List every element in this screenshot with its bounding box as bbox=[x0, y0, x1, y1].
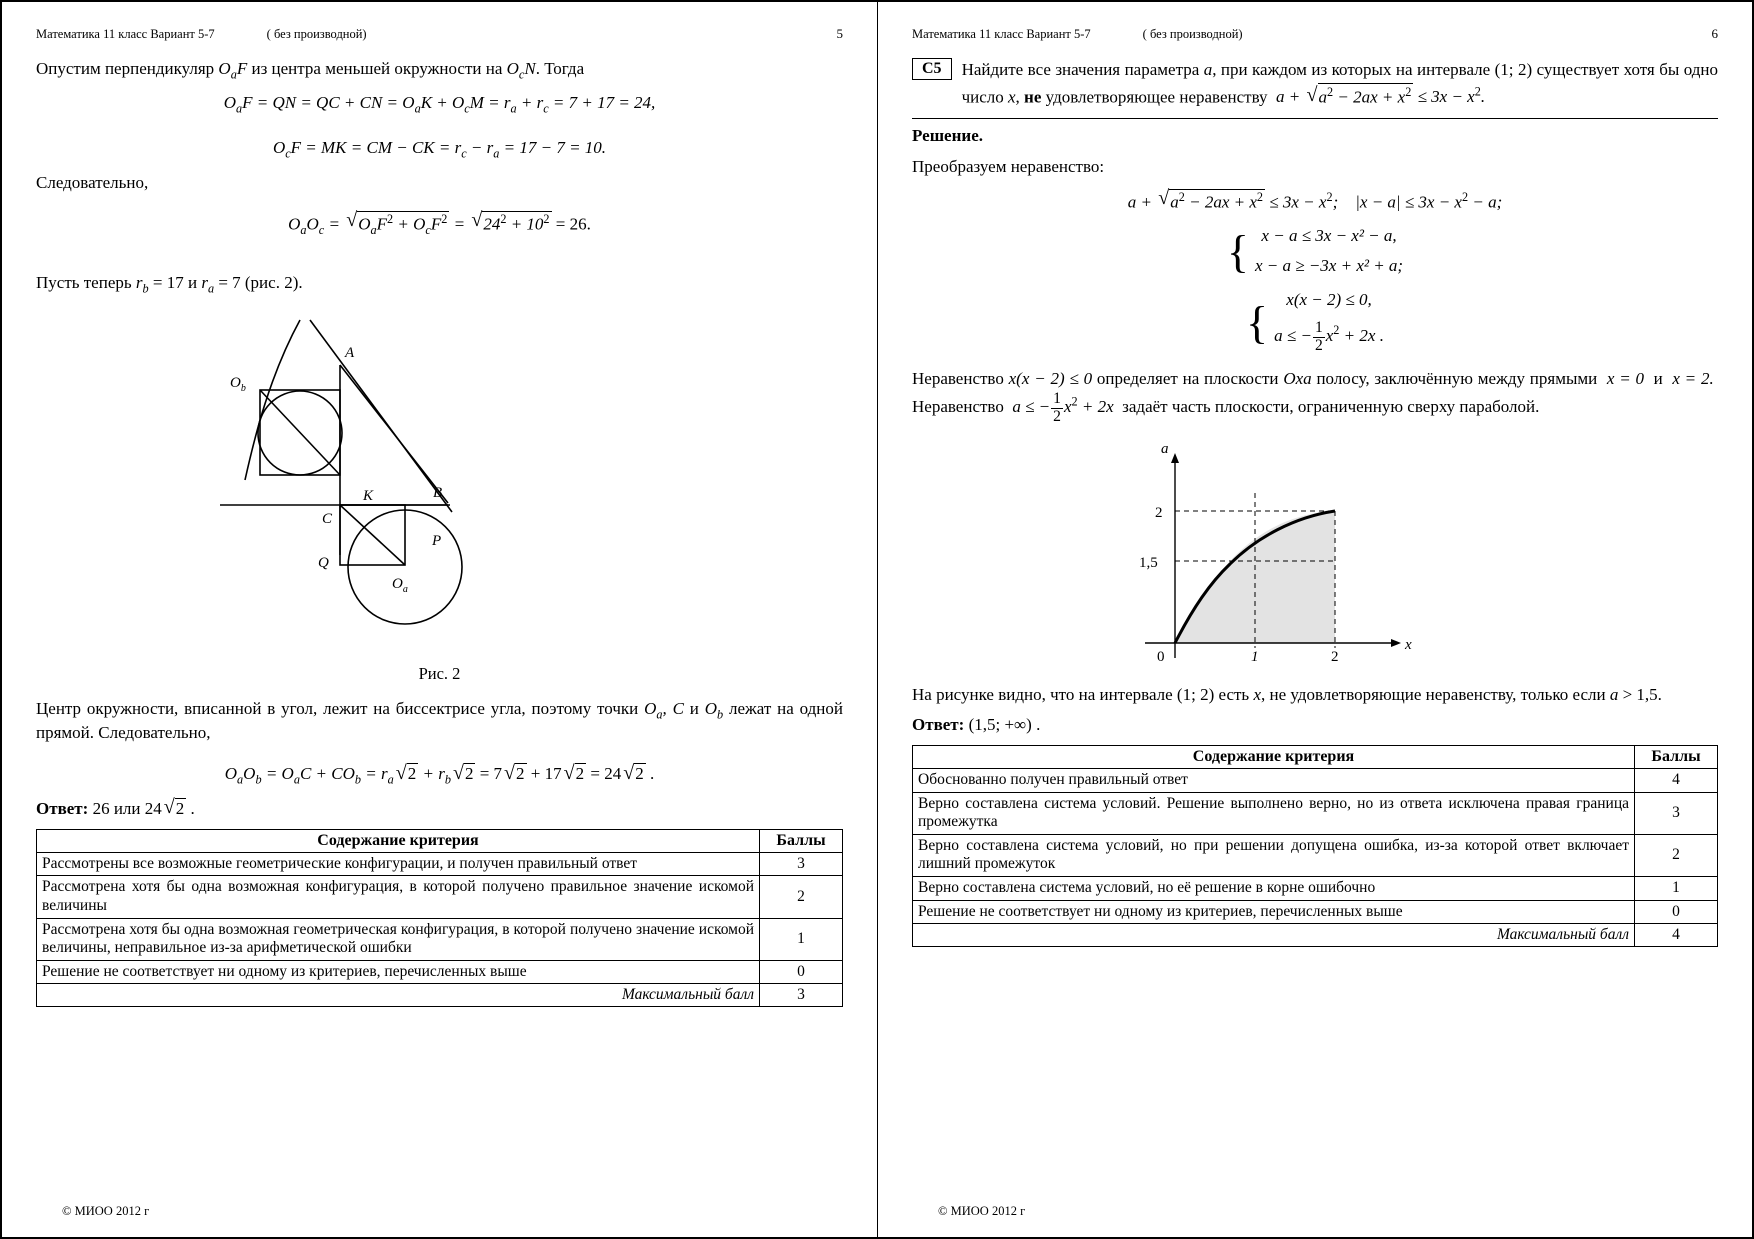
header-score: Баллы bbox=[760, 829, 843, 852]
figure-2-drawing bbox=[200, 305, 680, 655]
page-number-left: 5 bbox=[836, 26, 843, 41]
table-row bbox=[37, 918, 843, 960]
table-row-max bbox=[913, 924, 1718, 947]
criterion-text: Рассмотрены все возможные геометрические конфигурации, и получен правильный ответ bbox=[37, 852, 760, 876]
system-2-row-1: x(x − 2) ≤ 0, bbox=[1286, 290, 1372, 310]
criterion-score: 4 bbox=[1635, 769, 1718, 793]
criterion-text: Рассмотрена хотя бы одна возможная конфигурация, в которой получено правильное значение искомой величины bbox=[37, 876, 760, 918]
criteria-table-right bbox=[912, 745, 1718, 947]
running-head-title: Математика 11 класс Вариант 5-7 bbox=[912, 27, 1091, 41]
axis-label-x: x bbox=[1405, 637, 1412, 654]
table-row bbox=[913, 834, 1718, 876]
solution-label bbox=[912, 125, 1718, 148]
task-statement: Найдите все значения параметра a, при каждом из которых на интервале (1; 2) существует хотя бы одно число x, не удовлетворяющее неравенству a + √ $a^2 - 2ax + x^2 \le 3x - x^2$. bbox=[962, 58, 1718, 110]
left-equation-3: $O_aO_c$ = √ $O_aF^2 + O_cF^2$ = √ $24^2 + 10^2 = 26$. bbox=[36, 211, 843, 238]
table-header-row bbox=[37, 829, 843, 852]
page-number-right: 6 bbox=[1711, 26, 1718, 41]
left-equation-4: $O_aO_b = O_aC + CO_b = r_a$ √ $2 + r_b$ √ 2 = 7 √ 2 + 17 √ 2 = 24 √ 2 . bbox=[36, 763, 843, 787]
table-row bbox=[37, 960, 843, 984]
brace-icon: { bbox=[1226, 225, 1249, 277]
system-1-wrap bbox=[912, 226, 1718, 276]
criterion-text: Верно составлена система условий, но при решении допущена ошибка, из-за которой ответ включает лишний промежуток bbox=[913, 834, 1635, 876]
figure-label-Ob: $O_b$ bbox=[229, 374, 246, 394]
table-row-max bbox=[37, 984, 843, 1007]
left-equation-1: $O_aF$ = QN = QC + CN = $O_aK + O_cM = r_a + r_c = 7 + 17 = 24$, bbox=[223, 92, 656, 116]
criterion-text: Обоснованно получен правильный ответ bbox=[913, 769, 1635, 793]
criterion-text: Решение не соответствует ни одному из критериев, перечисленных выше bbox=[913, 900, 1635, 924]
criterion-score: 2 bbox=[1635, 834, 1718, 876]
running-head-title: Математика 11 класс Вариант 5-7 bbox=[36, 27, 215, 41]
right-answer bbox=[912, 715, 1718, 735]
table-row bbox=[37, 852, 843, 876]
x-tick-1: 1 bbox=[1251, 649, 1259, 666]
table-row bbox=[913, 769, 1718, 793]
right-paragraph-2: Неравенство x(x − 2) ≤ 0 определяет на плоскости Oxa полосу, заключённую между прямыми x = 0 и x = 2. Неравенство a ≤ − $\frac{1}{2}$ $x^2 + 2x$ задаёт часть плоскости, ограниченную сверху параболой. bbox=[912, 369, 1718, 425]
y-tick-2: 2 bbox=[1155, 505, 1163, 522]
criterion-score: 3 bbox=[1635, 792, 1718, 834]
running-head-note: ( без производной) bbox=[266, 27, 367, 41]
left-answer-value: 26 или 24 √ 2 . bbox=[93, 799, 195, 818]
figure-label-Q: Q bbox=[317, 554, 329, 571]
running-head-left bbox=[36, 26, 843, 42]
right-paragraph-3: На рисунке видно, что на интервале (1; 2) есть x, не удовлетворяющие неравенству, только если a > 1,5. bbox=[912, 685, 1662, 705]
criterion-text: Верно составлена система условий. Решение выполнено верно, но из ответа исключена правая граница промежутка bbox=[913, 792, 1635, 834]
criterion-score: 1 bbox=[760, 918, 843, 960]
footer-left: © МИОО 2012 г bbox=[62, 1204, 150, 1218]
left-paragraph-1: Опустим перпендикуляр $O_aF$ из центра меньшей окружности на $O_cN$. Тогда bbox=[36, 59, 585, 82]
max-score-value: 4 bbox=[1635, 924, 1718, 947]
system-2-wrap bbox=[912, 290, 1718, 354]
left-paragraph-4: Центр окружности, вписанной в угол, лежит на биссектрисе угла, поэтому точки $O_a$, C и $O_b$ лежат на одной прямой. Следовательно, bbox=[36, 698, 843, 743]
left-page bbox=[2, 2, 878, 1237]
figure-label-B: B bbox=[432, 484, 442, 501]
table-header-row bbox=[913, 746, 1718, 769]
table-row bbox=[913, 900, 1718, 924]
header-criterion: Содержание критерия bbox=[37, 829, 760, 852]
figure-label-Oa: $O_a$ bbox=[391, 575, 408, 595]
left-answer-label: Ответ: bbox=[36, 798, 89, 818]
max-score-label: Максимальный балл bbox=[913, 924, 1635, 947]
system-2-row-2: a ≤ − $\frac{1}{2}$ $x^2 + 2x$ . bbox=[1274, 319, 1384, 354]
right-page bbox=[878, 2, 1752, 1237]
running-head-right bbox=[912, 26, 1718, 42]
table-row bbox=[913, 877, 1718, 901]
right-answer-label: Ответ: bbox=[912, 715, 965, 735]
criterion-score: 0 bbox=[1635, 900, 1718, 924]
max-score-value: 3 bbox=[760, 984, 843, 1007]
criterion-text: Решение не соответствует ни одному из критериев, перечисленных выше bbox=[37, 960, 760, 984]
right-answer-value: (1,5; +∞) . bbox=[968, 715, 1041, 735]
figure-2 bbox=[36, 305, 843, 684]
criterion-text: Рассмотрена хотя бы одна возможная геометрическая конфигурация, в которой получено значение искомой величины, неправильное из-за арифметической ошибки bbox=[37, 918, 760, 960]
header-criterion: Содержание критерия bbox=[913, 746, 1635, 769]
criteria-table-left bbox=[36, 829, 843, 1008]
criterion-score: 2 bbox=[760, 876, 843, 918]
task-c5 bbox=[912, 58, 1718, 119]
criterion-text: Верно составлена система условий, но её решение в корне ошибочно bbox=[913, 877, 1635, 901]
figure-label-A: A bbox=[344, 344, 354, 361]
solution-label-text: Решение. bbox=[912, 125, 983, 145]
axis-label-a: a bbox=[1161, 441, 1169, 458]
system-1 bbox=[1227, 226, 1403, 276]
brace-icon: { bbox=[1246, 296, 1269, 348]
table-row bbox=[37, 876, 843, 918]
left-paragraph-3: Пусть теперь $r_b = 17$ и $r_a = 7$ (рис. 2). bbox=[36, 272, 303, 296]
figure-label-C: C bbox=[321, 510, 332, 527]
running-head-note: ( без производной) bbox=[1142, 27, 1243, 41]
origin-label: 0 bbox=[1157, 649, 1165, 666]
figure-label-P: P bbox=[431, 532, 441, 549]
criterion-score: 3 bbox=[760, 852, 843, 876]
figure-2-caption: Рис. 2 bbox=[418, 663, 461, 683]
system-2 bbox=[1246, 290, 1384, 354]
left-answer bbox=[36, 798, 843, 819]
system-1-row-2: x − a ≥ −3x + x² + a; bbox=[1254, 256, 1404, 276]
max-score-label: Максимальный балл bbox=[37, 984, 760, 1007]
system-1-row-1: x − a ≤ 3x − x² − a, bbox=[1261, 226, 1397, 246]
header-score: Баллы bbox=[1635, 746, 1718, 769]
parabola-chart-drawing bbox=[1105, 433, 1525, 673]
right-equation-1: a + √ $a^2 - 2ax + x^2 \le 3x - x^2$; $|x - a| \le 3x - x^2 - a$; bbox=[912, 189, 1718, 213]
footer-right: © МИОО 2012 г bbox=[938, 1204, 1026, 1218]
criterion-score: 1 bbox=[1635, 877, 1718, 901]
left-paragraph-2: Следовательно, bbox=[36, 172, 149, 192]
y-tick-1-5: 1,5 bbox=[1139, 555, 1158, 572]
table-row bbox=[913, 792, 1718, 834]
parabola-chart bbox=[912, 433, 1718, 678]
figure-label-K: K bbox=[362, 487, 373, 504]
right-paragraph-1: Преобразуем неравенство: bbox=[912, 156, 1105, 176]
x-tick-2: 2 bbox=[1331, 649, 1339, 666]
left-equation-2: $O_cF$ = MK = CM − CK = $r_c - r_a = 17 - 7 = 10$. bbox=[272, 138, 607, 161]
task-code-badge: C5 bbox=[912, 58, 952, 80]
criterion-score: 0 bbox=[760, 960, 843, 984]
